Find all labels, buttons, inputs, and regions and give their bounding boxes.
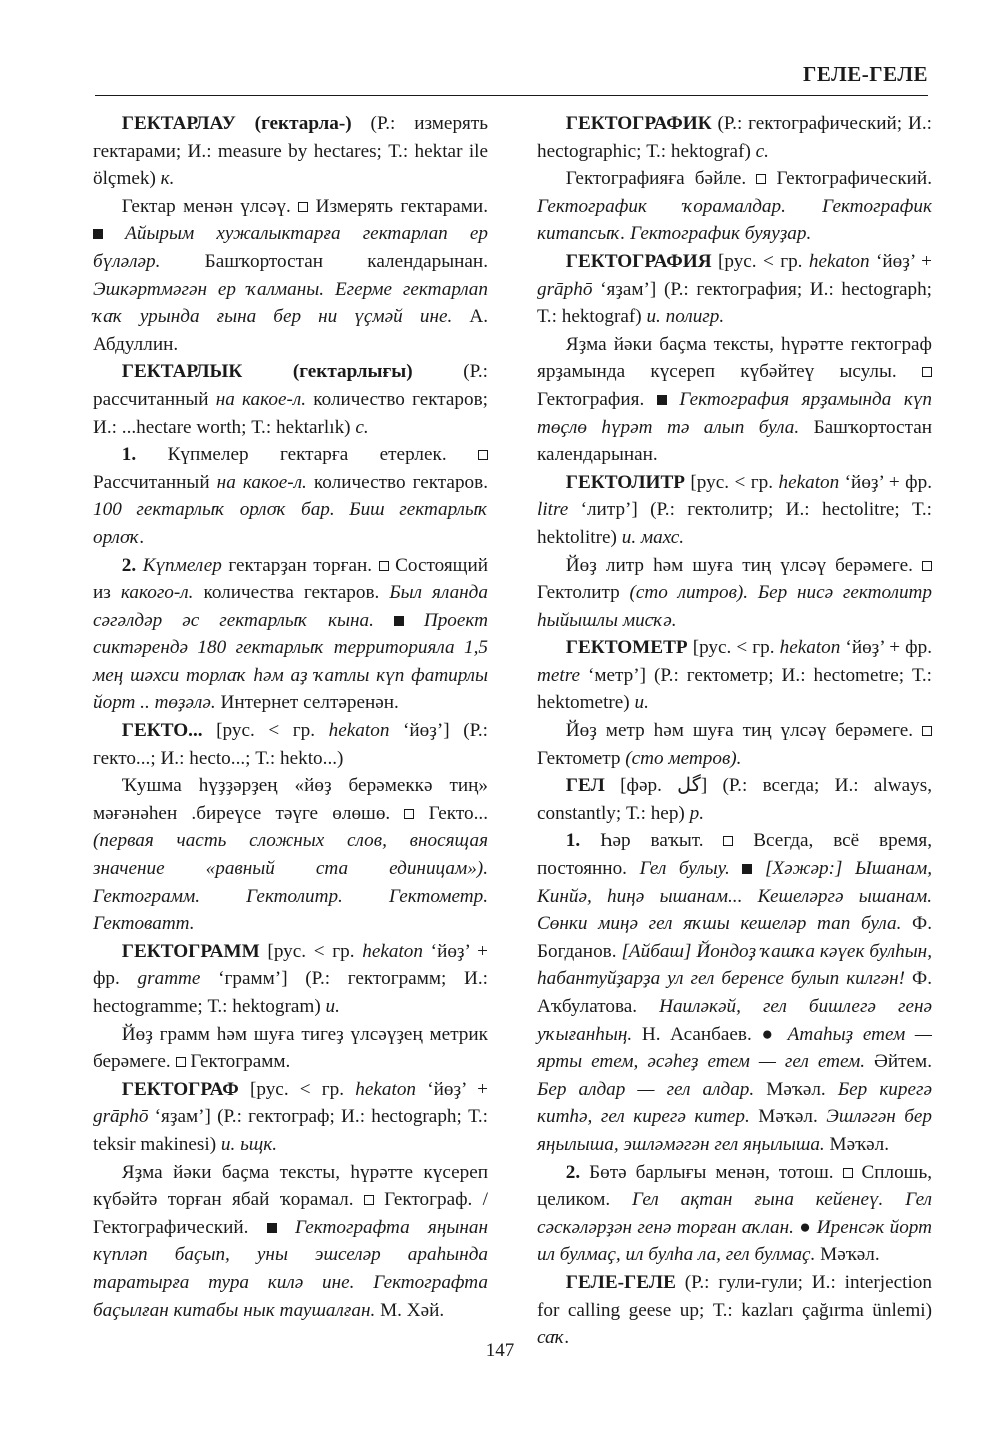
translations: (Р.: гектографический; И.: hectographic; Т.: hektograf) xyxy=(537,113,932,162)
sense-number: 2. xyxy=(565,1161,581,1183)
filled-square-icon xyxy=(93,229,103,239)
definition-italic: Күпмелер xyxy=(136,554,222,576)
headword: ГЕКТОМЕТР xyxy=(565,637,688,659)
etymon: hekaton xyxy=(355,1078,417,1100)
example-source: Башҡортостан календарынан. xyxy=(160,250,488,272)
russian-gloss-italic: (первая часть сложных слов, вносящая значение «равный ста единицам»). Гектограмм. Гектолитр. Гектометр. Гектоватт. xyxy=(93,830,488,935)
entry-gektograf xyxy=(93,1076,488,1159)
example-quote: Гектографик ҡорамалдар. Гектографик китапсыҡ. Гектографик буяуҙар. xyxy=(537,195,932,245)
russian-gloss: Измерять гектарами. xyxy=(308,195,488,217)
definition: Гектар менән үлсәү. xyxy=(121,195,299,217)
etymon: hekaton xyxy=(328,720,390,742)
russian-gloss: Рассчитанный xyxy=(93,471,217,493)
left-column xyxy=(93,110,488,1324)
example-source: Мәҡәл. xyxy=(815,1244,880,1266)
entry-gekto-definition xyxy=(93,772,488,938)
etymology: [рус. < гр. xyxy=(684,471,779,493)
entry-gektarlau xyxy=(93,110,488,193)
part-of-speech: и. полигр. xyxy=(646,306,725,328)
russian-gloss-italic: (сто литров). xyxy=(629,582,758,604)
open-square-icon xyxy=(298,202,308,212)
example-source: Интернет селтәренән. xyxy=(215,692,399,714)
entry-gektarlyk xyxy=(93,358,488,441)
definition: гектарҙан торған. xyxy=(221,554,379,576)
example-quote: [Айбаш] Йондоҙ ҡашҡа кәүек булһын, һабантуйҙарҙа ул гел беренсе булып килгән! xyxy=(537,940,933,990)
entry-gektolitr xyxy=(537,469,932,552)
part-of-speech: р. xyxy=(689,802,704,824)
example-quote: 100 гектарлыҡ орлоҡ бар. Биш гектарлыҡ орлоҡ. xyxy=(93,499,488,548)
arabic-script: گل xyxy=(677,775,701,797)
translations: ] (Р.: всегда; И.: always, constantly; Т.: hep) xyxy=(537,775,932,824)
open-square-icon xyxy=(843,1168,853,1178)
etymon: hekaton xyxy=(779,637,841,659)
sense-number: 1. xyxy=(565,830,581,852)
example-quote: Гел ақтан ғына кейенеү. Гел сәскәләрҙән генә торған аҡлан. xyxy=(537,1189,932,1238)
example-source: Мәҡәл. xyxy=(754,1078,838,1100)
example-quote: Айырым хужалыктарға гектарлап ер бүләләр. xyxy=(93,223,488,272)
example-quote: Проект сиктәрендә 180 гектарлыҡ территорияла 1,5 мең шәхси торлаҡ һәм аҙ ҡатлы күп фатирлы йорт .. төҙәлә. xyxy=(93,609,488,714)
headword: ГЕКТАРЛАУ xyxy=(121,113,236,134)
proverb: Бер кирегә китһә, гел кирегә китер. xyxy=(537,1078,932,1128)
russian-gloss: количества гектаров. xyxy=(193,582,390,604)
headword: ГЕКТО... xyxy=(121,720,203,742)
russian-gloss: Сплошь, целиком. xyxy=(537,1161,933,1211)
part-of-speech: с. xyxy=(755,140,769,162)
definition: Йөҙ метр һәм шуға тиң үлсәү берәмеге. xyxy=(565,720,922,742)
bullet-icon: ● xyxy=(799,1216,812,1238)
open-square-icon xyxy=(922,561,932,571)
headword-form: (гектарла-) xyxy=(235,113,352,134)
sense-number: 1. xyxy=(121,444,137,466)
example-source: А. Абдуллин. xyxy=(93,306,489,355)
translations: (Р.: рассчитанный xyxy=(93,361,488,410)
headword: ГЕКТОГРАФИЯ xyxy=(565,250,712,272)
etymology: ‘йөҙ’ + xyxy=(869,250,933,272)
etymon: grāphō xyxy=(537,278,593,300)
translations: (Р.: измерять гектарами; И.: measure by hectares; Т.: hektar ile ölçmek) xyxy=(93,113,488,190)
entry-gel-sense-2 xyxy=(537,1159,932,1269)
example-source: Ф. Богданов. xyxy=(537,913,932,962)
etymology: ‘йөҙ’ + фр. xyxy=(840,637,932,659)
filled-square-icon xyxy=(742,864,752,874)
etymology: [рус. < гр. xyxy=(687,637,780,659)
example-quote: Бер нисә гектолитр һыйышлы мисҡә. xyxy=(537,582,932,631)
etymon: gramme xyxy=(137,968,201,990)
entry-gektometr-definition xyxy=(537,717,932,772)
entry-gel-sense-1 xyxy=(537,827,932,1158)
russian-gloss: Гектография. xyxy=(537,388,657,410)
etymology: ‘яҙам’] (Р.: гектограф; И.: hectograph; Т.: teksir makinesi) xyxy=(93,1106,488,1155)
russian-gloss: Гектографический. xyxy=(766,168,932,190)
filled-square-icon xyxy=(394,616,404,626)
etymology: [рус. < гр. xyxy=(202,720,329,742)
etymology: ‘йөҙ’ + фр. xyxy=(839,471,932,493)
page-number: 147 xyxy=(485,1340,515,1361)
sense-number: 2. xyxy=(121,554,137,576)
filled-square-icon xyxy=(267,1223,277,1233)
entry-gel xyxy=(537,772,932,827)
definition: Ҡушма һүҙҙәрҙең «йөҙ берәмеккә тиң» мәғәнәһен .биреүсе тәүге өлөшө. xyxy=(93,775,488,824)
etymon: hekaton xyxy=(778,471,840,493)
part-of-speech: саҡ. xyxy=(537,1327,570,1349)
example-quote: [Хәжәр:] Ышанам, Кинйә, һиңә ышанам... Кешеләргә ышанам. Сөнки миңә гел яҡшы кешеләр тап була. xyxy=(537,858,933,935)
example-quote: Был яланда сәгәлдәр әс гектарлыҡ кына. xyxy=(93,582,488,631)
running-head: ГЕЛЕ-ГЕЛЕ xyxy=(803,62,928,86)
open-square-icon xyxy=(379,561,389,571)
russian-gloss: Гектограмм. xyxy=(185,1051,291,1073)
entry-gektogramm-definition xyxy=(93,1021,488,1076)
part-of-speech: и. xyxy=(634,692,649,714)
entry-gektografik-definition xyxy=(537,165,932,248)
definition: Йөҙ грамм һәм шуға тигеҙ үлсәүҙең метрик берәмеге. xyxy=(93,1023,488,1073)
part-of-speech: к. xyxy=(160,168,175,190)
filled-square-icon xyxy=(657,395,667,405)
definition: Яҙма йәки баҫма тексты, һүрәтте гектограф ярҙамында күсереп күбәйтеү ысулы. xyxy=(537,333,932,383)
proverb: Иренсәк йорт ил булмаҫ, ил булһа ла, гел булмаҫ. xyxy=(537,1216,932,1266)
example-quote: Гектография ярҙамында күп төҫлө һүрәт тә алып була. xyxy=(537,388,933,438)
entry-gektografiya-definition xyxy=(537,331,932,469)
part-of-speech: и. xyxy=(220,1133,241,1155)
russian-gloss: Всегда, всё время, постоянно. xyxy=(537,830,932,880)
russian-gloss: Гектометр xyxy=(537,747,626,769)
etymon: metre xyxy=(537,664,580,686)
definition: Күпмелер гектарға етерлек. xyxy=(136,444,478,466)
etymology: ‘йөҙ’ + xyxy=(416,1078,489,1100)
entry-gektarlyk-sense-1 xyxy=(93,441,488,551)
open-square-icon xyxy=(922,726,932,736)
open-square-icon xyxy=(723,836,733,846)
entry-gektometr xyxy=(537,634,932,717)
etymology: ‘литр’] (Р.: гектолитр; И.: hectolitre; Т.: hektolitre) xyxy=(537,499,932,548)
russian-gloss: количество гектаров. xyxy=(306,471,488,493)
right-column xyxy=(537,110,932,1352)
etymon: hekaton xyxy=(362,940,423,962)
etymology: ‘яҙам’] (Р.: гектография; И.: hectograph; Т.: hektograf) xyxy=(537,278,932,328)
example-quote: Эшкәртмәгән ер ҡалманы. Егерме гектарлап ҡаҡ урында ғына бер ни үҫмәй ине. xyxy=(93,278,488,328)
etymology: ‘метр’] (Р.: гектометр; И.: hectometre; Т.: hektometre) xyxy=(537,664,932,714)
open-square-icon xyxy=(922,367,932,377)
entry-gektolitr-definition xyxy=(537,552,932,635)
headword: ГЕКТОГРАФИК xyxy=(565,113,712,134)
headword: ГЕКТОГРАММ xyxy=(121,940,260,962)
etymology: [рус. < гр. xyxy=(259,940,363,962)
russian-gloss: Гекто... xyxy=(414,802,488,824)
definition: Яҙма йәки баҫма тексты, һүрәтте күсереп күбәйтә торған ябай ҡорамал. xyxy=(93,1161,488,1211)
example-quote: Наиләкәй, гел бишлегә генә уҡығанһың. xyxy=(537,996,933,1045)
definition: Гектографияға бәйле. xyxy=(565,168,757,190)
etymology: [рус. < гр. xyxy=(711,250,809,272)
example-source: Башҡортостан календарынан. xyxy=(537,416,932,466)
part-of-speech: с. xyxy=(355,416,369,438)
proverb: Бер алдар — гел алдар. xyxy=(537,1078,755,1100)
open-square-icon xyxy=(478,450,488,460)
example-source: М. Хәй. xyxy=(375,1299,445,1321)
etymology: [рус. < гр. xyxy=(238,1078,356,1100)
example-quote: Гел булыу. xyxy=(639,858,743,880)
translations: (Р.: гули-гули; И.: interjection for calling geese up; Т.: kazları çağırma ünlemi) xyxy=(537,1271,932,1321)
entry-gekto xyxy=(93,717,488,772)
bullet-icon: ● xyxy=(761,1023,778,1045)
headword: ГЕКТОГРАФ xyxy=(121,1078,239,1100)
open-square-icon xyxy=(176,1057,186,1067)
open-square-icon xyxy=(364,1195,374,1205)
part-of-speech: и. махс. xyxy=(621,526,685,548)
example-source: Әйтем. xyxy=(865,1051,932,1073)
example-source: Н. Асанбаев. xyxy=(632,1023,762,1045)
etymology: ‘грамм’] (Р.: гектограмм; И.: hectogramme; Т.: hektogram) xyxy=(93,968,489,1017)
header-rule xyxy=(95,95,928,96)
example-source: Мәҡәл. xyxy=(824,1133,889,1155)
definition: Йөҙ литр һәм шуға тиң үлсәү берәмеге. xyxy=(565,554,922,576)
russian-gloss-italic: (сто метров). xyxy=(625,747,742,769)
russian-gloss-italic: какого-л. xyxy=(120,582,194,604)
headword: ГЕЛЕ-ГЕЛЕ xyxy=(565,1271,676,1293)
headword: ГЕКТАРЛЫК xyxy=(121,361,243,383)
entry-gektograf-definition xyxy=(93,1159,488,1325)
proverb: Эшләгән бер яңылыша, эшләмәгән гел яңылыша. xyxy=(537,1106,933,1155)
definition: Бөтә барлығы менән, тотош. xyxy=(580,1161,843,1183)
russian-gloss: Состоящий из xyxy=(93,554,488,604)
entry-gektografiya xyxy=(537,248,932,331)
headword: ГЕЛ xyxy=(565,775,605,797)
entry-gektarlau-definition xyxy=(93,193,488,359)
example-source: Мәҡәл. xyxy=(749,1106,827,1128)
translations: количество гектаров; И.: ...hectare worth; Т.: hektarlık) xyxy=(93,388,488,438)
proverb: Атаһыҙ етем — ярты етем, әсәһеҙ етем — гел етем. xyxy=(537,1023,932,1073)
etymology: [фәр. xyxy=(604,775,678,797)
etymology: ‘йөҙ’] (Р.: гекто...; И.: hecto...; Т.: hekto...) xyxy=(93,720,489,769)
russian-gloss: Гектограф. / Гектографический. xyxy=(93,1189,489,1238)
russian-gloss-italic: на какое-л. xyxy=(216,471,307,493)
entry-gektografik xyxy=(537,110,932,165)
example-quote: Гектографта яңынан күпләп баҫып, уны эшселәр араһында таратырға тура килә ине. Гектографта баҫылған китабы нык таушалған. xyxy=(93,1216,489,1321)
russian-gloss: Гектолитр xyxy=(537,582,630,604)
entry-gektarlyk-sense-2 xyxy=(93,552,488,718)
open-square-icon xyxy=(756,174,766,184)
usage-label: ьщк. xyxy=(240,1133,278,1155)
etymology: ‘йөҙ’ + фр. xyxy=(93,940,488,990)
example-source: Ф. Аҡбулатова. xyxy=(537,968,932,1017)
headword: ГЕКТОЛИТР xyxy=(565,471,685,493)
etymon: hekaton xyxy=(808,250,870,272)
translations-italic: на какое-л. xyxy=(215,388,307,410)
definition: Һәр ваҡыт. xyxy=(580,830,724,852)
entry-gektogramm xyxy=(93,938,488,1021)
open-square-icon xyxy=(404,809,414,819)
part-of-speech: и. xyxy=(325,996,340,1017)
etymon: grāphō xyxy=(93,1106,149,1128)
etymon: litre xyxy=(537,499,569,521)
headword-form: (гектарлығы) xyxy=(242,361,413,383)
